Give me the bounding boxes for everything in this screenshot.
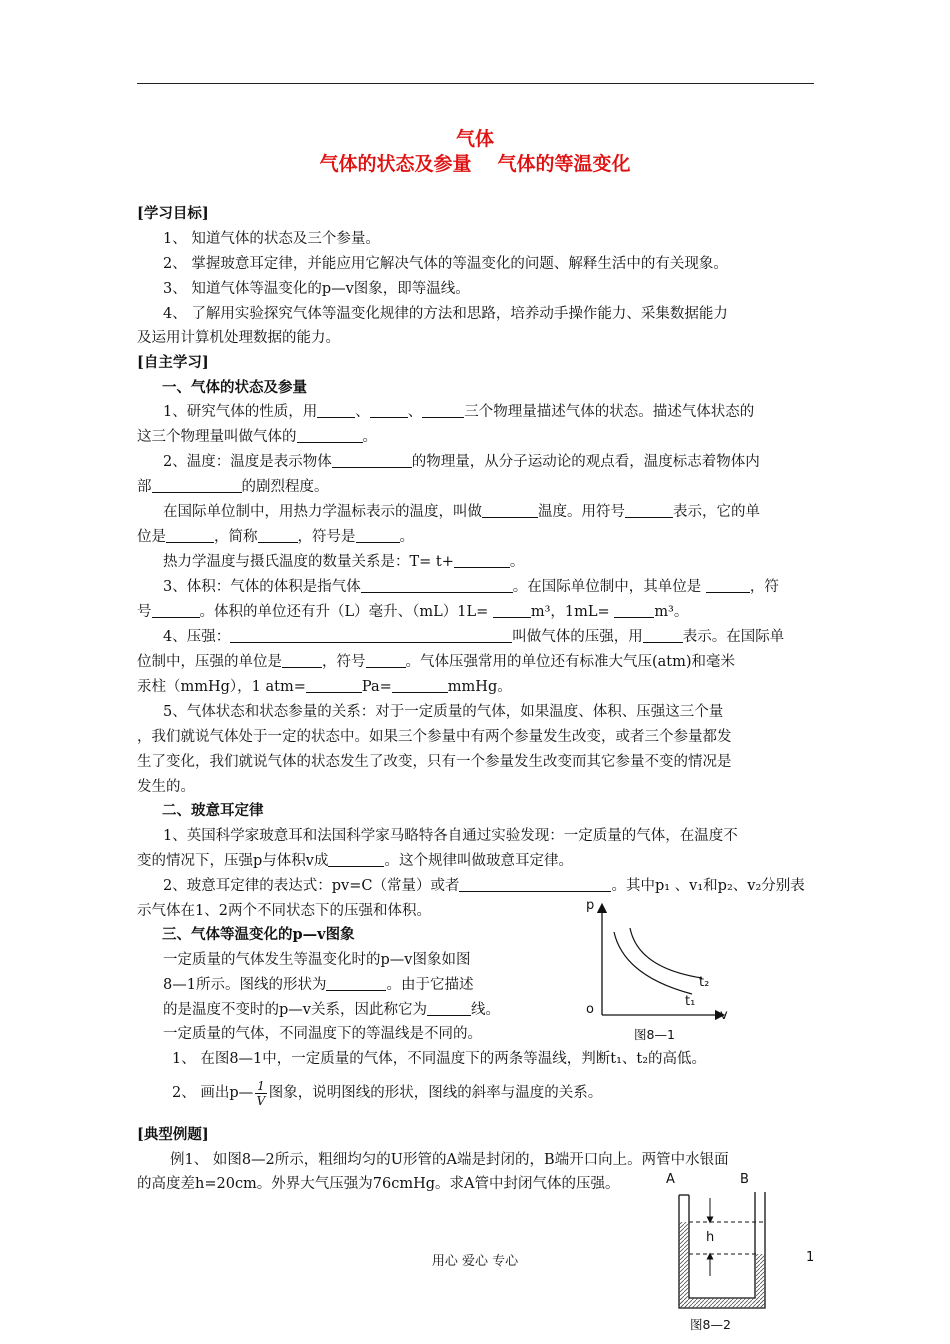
para-1: 1、研究气体的性质，用 、 、 三个物理量描述气体的状态。描述气体状态的 bbox=[163, 404, 755, 420]
para-8-cont: 变的情况下，压强p与体积v成 。这个规律叫做玻意耳定律。 bbox=[137, 853, 573, 869]
para-10-cont-2: 的是温度不变时的p—v关系，因此称它为 线。 bbox=[163, 1002, 500, 1018]
para-9-cont: 示气体在1、2两个不同状态下的压强和体积。 bbox=[137, 903, 431, 919]
para-7-cont-2: 生了变化，我们就说气体的状态发生了改变，只有一个参量发生改变而其它参量不变的情况是 bbox=[137, 754, 732, 770]
question-1: 1、 在图8—1中，一定质量的气体，不同温度下的两条等温线，判断t₁、t₂的高低。 bbox=[172, 1051, 707, 1067]
para-5: 3、体积：气体的体积是指气体 。在国际单位制中，其单位是 ，符 bbox=[163, 579, 779, 595]
page-subtitle bbox=[0, 149, 950, 176]
page-number: 1 bbox=[806, 1250, 815, 1265]
heading-state-params: 一、气体的状态及参量 bbox=[162, 379, 307, 396]
fig1-label-v: v bbox=[720, 1008, 728, 1023]
para-9: 2、玻意耳定律的表达式：pv=C（常量）或者 。其中p₁ 、v₁和p₂、v₂分别表 bbox=[163, 878, 805, 894]
goal-4-cont: 及运用计算机处理数据的能力。 bbox=[137, 330, 340, 346]
example-1: 例1、 如图8—2所示，粗细均匀的U形管的A端是封闭的，B端开口向上。两管中水银面 bbox=[170, 1152, 729, 1168]
para-7-cont: ，我们就说气体处于一定的状态中。如果三个参量中有两个参量发生改变，或者三个参量都发 bbox=[137, 729, 732, 745]
section-examples: [典型例题] bbox=[137, 1126, 209, 1143]
para-8: 1、英国科学家玻意耳和法国科学家马略特各自通过实验发现：一定质量的气体，在温度不 bbox=[163, 828, 738, 844]
question-2: 2、 画出p— $\frac{1}{V}$ 图象，说明图线的形状，图线的斜率与温度的关系。 bbox=[172, 1078, 603, 1108]
isotherm-t1 bbox=[614, 932, 692, 994]
fig2-label-a: A bbox=[666, 1172, 675, 1187]
para-7: 5、气体状态和状态参量的关系：对于一定质量的气体，如果温度、体积、压强这三个量 bbox=[163, 704, 724, 720]
tube-inner-wall bbox=[689, 1192, 755, 1298]
section-goals: [学习目标] bbox=[137, 205, 209, 222]
para-4: 热力学温度与摄氏温度的数量关系是：T= t+ 。 bbox=[163, 554, 525, 570]
page-footer: 用心 爱心 专心 bbox=[431, 1254, 519, 1269]
goal-1: 1、 知道气体的状态及三个参量。 bbox=[163, 231, 380, 247]
isotherm-graph bbox=[580, 898, 740, 1023]
para-3: 在国际单位制中，用热力学温标表示的温度，叫做 温度。用符号 表示，它的单 bbox=[163, 504, 760, 520]
para-3-cont: 位是 ，简称 ，符号是 。 bbox=[137, 529, 414, 545]
page-title: 气体 bbox=[455, 128, 494, 150]
heading-boyle-law: 二、玻意耳定律 bbox=[162, 802, 264, 819]
para-2-cont: 部 的剧烈程度。 bbox=[137, 479, 329, 495]
para-10-cont-3: 一定质量的气体，不同温度下的等温线是不同的。 bbox=[163, 1026, 482, 1042]
fig2-label-b: B bbox=[740, 1172, 749, 1187]
fig1-label-o: o bbox=[586, 1002, 594, 1017]
para-6-cont: 位制中，压强的单位是 ，符号 。气体压强常用的单位还有标准大气压(atm)和毫米 bbox=[137, 654, 736, 670]
para-10: 一定质量的气体发生等温变化时的p—v图象如图 bbox=[163, 952, 471, 968]
fig2-label-h: h bbox=[706, 1230, 715, 1245]
para-1-cont: 这三个物理量叫做气体的 。 bbox=[137, 429, 377, 445]
para-2: 2、温度：温度是表示物体 的物理量，从分子运动论的观点看，温度标志着物体内 bbox=[163, 454, 760, 470]
header-rule bbox=[137, 83, 814, 84]
fraction-1-over-v: $\frac{1}{V}$ bbox=[256, 1078, 266, 1108]
fig2-caption: 图8—2 bbox=[690, 1317, 731, 1332]
heading-pv-graph: 三、气体等温变化的p—v图象 bbox=[162, 926, 355, 943]
subtitle-part-2: 气体的等温变化 bbox=[497, 153, 631, 175]
fig1-label-t1: t₁ bbox=[685, 994, 696, 1009]
fig1-label-t2: t₂ bbox=[699, 975, 710, 990]
fig1-caption: 图8—1 bbox=[634, 1027, 675, 1042]
mercury-bottom bbox=[680, 1299, 765, 1308]
fig1-label-p: p bbox=[586, 898, 595, 913]
subtitle-part-1: 气体的状态及参量 bbox=[319, 153, 472, 175]
section-self-study: [自主学习] bbox=[137, 354, 209, 371]
example-1-cont: 的高度差h=20cm。外界大气压强为76cmHg。求A管中封闭气体的压强。 bbox=[137, 1176, 620, 1192]
goal-2: 2、 掌握玻意耳定律，并能应用它解决气体的等温变化的问题、解释生活中的有关现象。 bbox=[163, 256, 728, 272]
isotherm-t2 bbox=[630, 928, 702, 978]
para-6-cont-2: 汞柱（mmHg），1 atm= Pa= mmHg。 bbox=[137, 679, 512, 695]
para-10-cont: 8—1所示。图线的形状为 。由于它描述 bbox=[163, 977, 474, 993]
para-5-cont: 号 。体积的单位还有升（L）毫升、（mL）1L= m³，1mL= m³。 bbox=[137, 604, 689, 620]
goal-3: 3、 知道气体等温变化的p—v图象，即等温线。 bbox=[163, 281, 470, 297]
goal-4: 4、 了解用实验探究气体等温变化规律的方法和思路，培养动手操作能力、采集数据能力 bbox=[163, 306, 728, 322]
para-6: 4、压强： 叫做气体的压强，用 表示。在国际单 bbox=[163, 629, 785, 645]
para-7-cont-3: 发生的。 bbox=[137, 779, 195, 795]
